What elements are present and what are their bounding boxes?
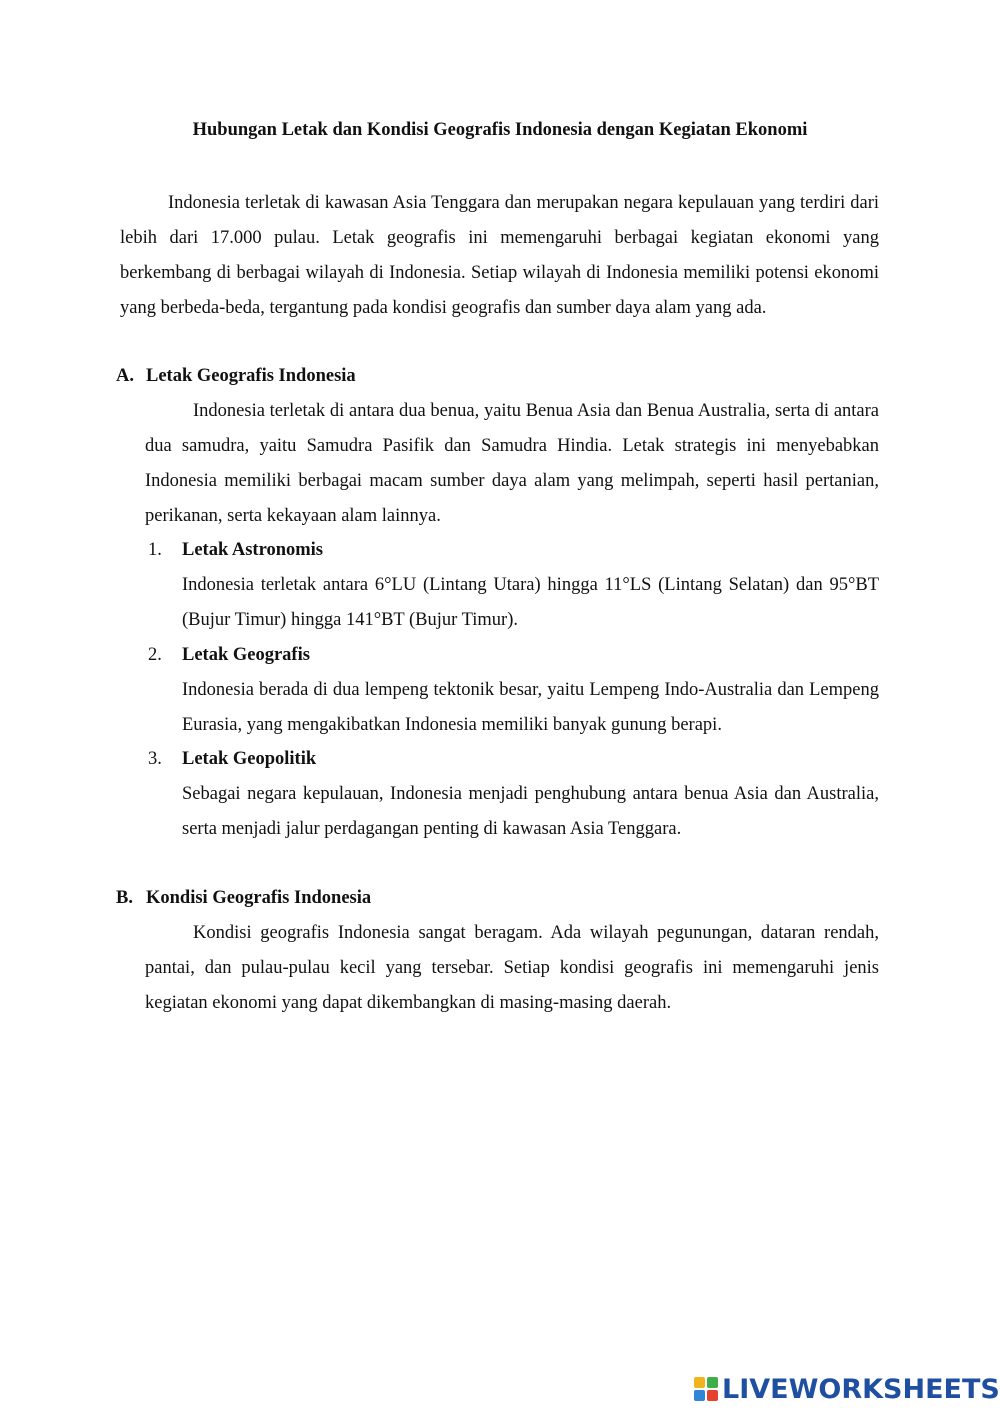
list-item-2-label: Letak Geografis	[182, 645, 310, 665]
list-item-1-text: Indonesia terletak antara 6°LU (Lintang Utara) hingga 11°LS (Lintang Selatan) dan 95°BT (Bujur Timur) hingga 141°BT (Bujur Timur).	[182, 575, 879, 630]
logo-square-3	[694, 1390, 705, 1401]
brand-name: LIVEWORKSHEETS	[722, 1373, 1000, 1405]
section-b-paragraph: Kondisi geografis Indonesia sangat beragam. Ada wilayah pegunungan, dataran rendah, pantai, dan pulau-pulau kecil yang tersebar. Setiap kondisi geografis ini memengaruhi jenis kegiatan ekonomi yang dapat dikembangkan di masing-masing daerah.	[145, 923, 879, 1013]
intro-paragraph: Indonesia terletak di kawasan Asia Tenggara dan merupakan negara kepulauan yang terdiri dari lebih dari 17.000 pulau. Letak geografis ini memengaruhi berbagai kegiatan ekonomi yang berkembang di berbagai wilayah di Indonesia. Setiap wilayah di Indonesia memiliki potensi ekonomi yang berbeda-beda, tergantung pada kondisi geografis dan sumber daya alam yang ada.	[120, 193, 879, 318]
logo-square-1	[694, 1377, 705, 1388]
list-item-3-text: Sebagai negara kepulauan, Indonesia menjadi penghubung antara benua Asia dan Australia, serta menjadi jalur perdagangan penting di kawasan Asia Tenggara.	[182, 784, 879, 839]
section-b-heading	[116, 881, 371, 916]
page-title: Hubungan Letak dan Kondisi Geografis Indonesia dengan Kegiatan Ekonomi	[192, 120, 808, 140]
section-a-marker: A.	[116, 366, 134, 386]
section-b-title: Kondisi Geografis Indonesia	[146, 888, 372, 908]
logo-square-4	[707, 1390, 718, 1401]
list-item-1-heading	[148, 533, 323, 568]
list-item-3-number: 3.	[148, 749, 162, 769]
section-a-heading	[116, 359, 356, 394]
list-item-1-number: 1.	[148, 540, 162, 560]
section-a-paragraph: Indonesia terletak di antara dua benua, yaitu Benua Asia dan Benua Australia, serta di antara dua samudra, yaitu Samudra Pasifik dan Samudra Hindia. Letak strategis ini menyebabkan Indonesia memiliki berbagai macam sumber daya alam yang melimpah, seperti hasil pertanian, perikanan, serta kekayaan alam lainnya.	[145, 401, 879, 526]
list-item-2-heading	[148, 638, 310, 673]
logo-square-2	[707, 1377, 718, 1388]
liveworksheets-icon	[694, 1377, 718, 1401]
section-a-title: Letak Geografis Indonesia	[146, 366, 356, 386]
list-item-2-number: 2.	[148, 645, 162, 665]
list-item-2-text: Indonesia berada di dua lempeng tektonik besar, yaitu Lempeng Indo-Australia dan Lempeng Eurasia, yang mengakibatkan Indonesia memiliki banyak gunung berapi.	[182, 680, 879, 735]
section-b-marker: B.	[116, 888, 133, 908]
list-item-3-heading	[148, 742, 316, 777]
liveworksheets-logo	[694, 1374, 1000, 1404]
list-item-3-label: Letak Geopolitik	[182, 749, 317, 769]
list-item-1-label: Letak Astronomis	[182, 540, 323, 560]
